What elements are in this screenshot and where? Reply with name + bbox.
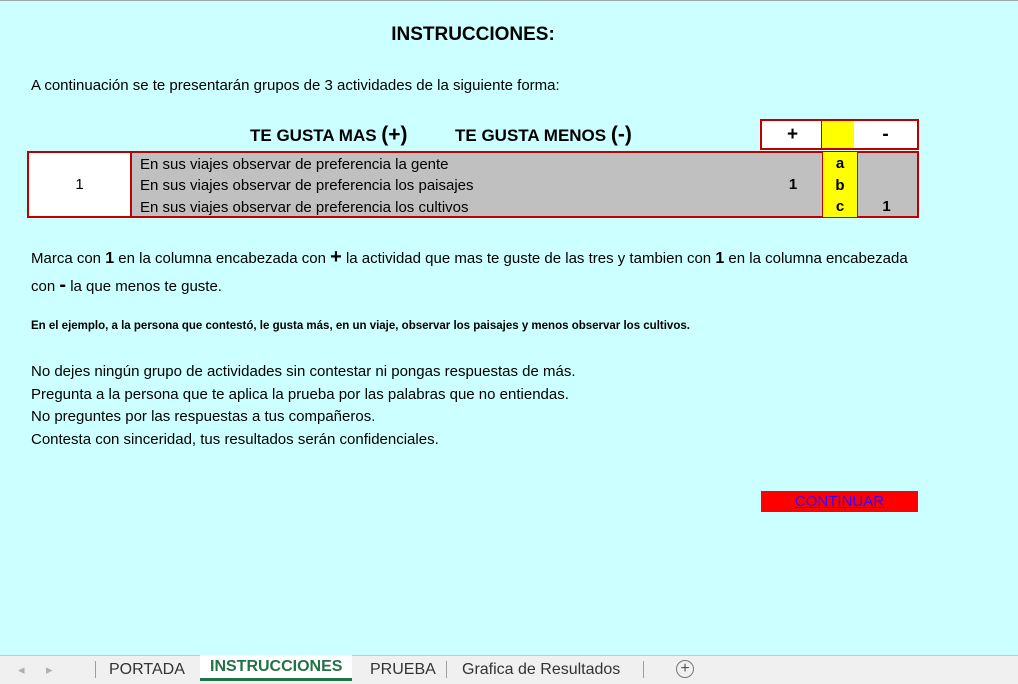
example-row — [130, 196, 919, 218]
header-te-gusta-menos-label: TE GUSTA MENOS — [455, 126, 607, 145]
header-te-gusta-mas — [250, 123, 408, 147]
tab-separator — [446, 661, 447, 678]
rule-line: Pregunta a la persona que te aplica la prueba por las palabras que no entiendas. — [31, 385, 569, 403]
rules-list — [31, 361, 576, 451]
example-row-text: En sus viajes observar de preferencia la gente — [140, 156, 449, 173]
column-header-minus: - — [854, 119, 919, 150]
page-title: INSTRUCCIONES: — [391, 24, 555, 45]
prev-sheet-icon[interactable]: ◂ — [18, 662, 25, 677]
example-row-letter: a — [822, 152, 858, 175]
rule-line: Contesta con sinceridad, tus resultados serán confidenciales. — [31, 430, 439, 448]
rule-line: No dejes ningún grupo de actividades sin contestar ni pongas respuestas de más. — [31, 363, 576, 380]
tab-grafica-de-resultados[interactable]: Grafica de Resultados — [462, 660, 621, 678]
example-row-minus: 1 — [882, 198, 891, 215]
intro-text: A continuación se te presentarán grupos de 3 actividades de la siguiente forma: — [31, 77, 560, 94]
example-note: En el ejemplo, a la persona que contestó, le gusta más, en un viaje, observar los paisajes y menos observar los cultivos. — [31, 320, 690, 332]
example-row — [130, 151, 919, 175]
example-row — [130, 174, 919, 197]
tab-portada[interactable]: PORTADA — [109, 660, 185, 678]
column-header-letter — [821, 119, 856, 150]
tab-instrucciones[interactable]: INSTRUCCIONES — [200, 655, 352, 681]
instruction-part3: la actividad que mas te guste de las tres y tambien con — [341, 250, 716, 267]
example-row-letter: c — [822, 195, 858, 217]
instruction-one-a: 1 — [105, 250, 115, 267]
top-border — [0, 0, 1018, 1]
next-sheet-icon[interactable]: ▸ — [46, 662, 53, 677]
example-group-number: 1 — [27, 151, 132, 218]
add-sheet-icon[interactable]: + — [676, 660, 694, 678]
column-header-plus: + — [760, 119, 823, 150]
instruction-one-b: 1 — [715, 250, 725, 267]
header-te-gusta-menos — [455, 123, 632, 147]
header-menos-symbol: (-) — [610, 123, 632, 146]
tab-prueba[interactable]: PRUEBA — [370, 660, 436, 678]
header-mas-symbol: (+) — [381, 123, 408, 146]
instruction-part1: Marca con — [31, 250, 106, 267]
example-row-letter: b — [822, 173, 858, 197]
instruction-part4: en la columna encabezada con — [31, 250, 908, 295]
example-row-text: En sus viajes observar de preferencia los cultivos — [140, 199, 469, 216]
tab-separator — [643, 661, 644, 678]
example-row-text: En sus viajes observar de preferencia los paisajes — [140, 177, 474, 194]
instruction-paragraph — [31, 244, 931, 300]
continue-button[interactable]: CONTINUAR — [761, 491, 918, 512]
instruction-part2: en la columna encabezada con — [114, 250, 331, 267]
header-te-gusta-mas-label: TE GUSTA MAS — [250, 126, 377, 145]
example-row-plus: 1 — [788, 176, 798, 193]
instruction-plus: + — [330, 246, 342, 268]
rule-line: No preguntes por las respuestas a tus compañeros. — [31, 408, 376, 425]
tab-separator — [95, 661, 96, 678]
instruction-minus: - — [59, 274, 67, 296]
sheet-tab-bar — [0, 655, 1018, 684]
instruction-part5: la que menos te guste. — [66, 278, 222, 295]
